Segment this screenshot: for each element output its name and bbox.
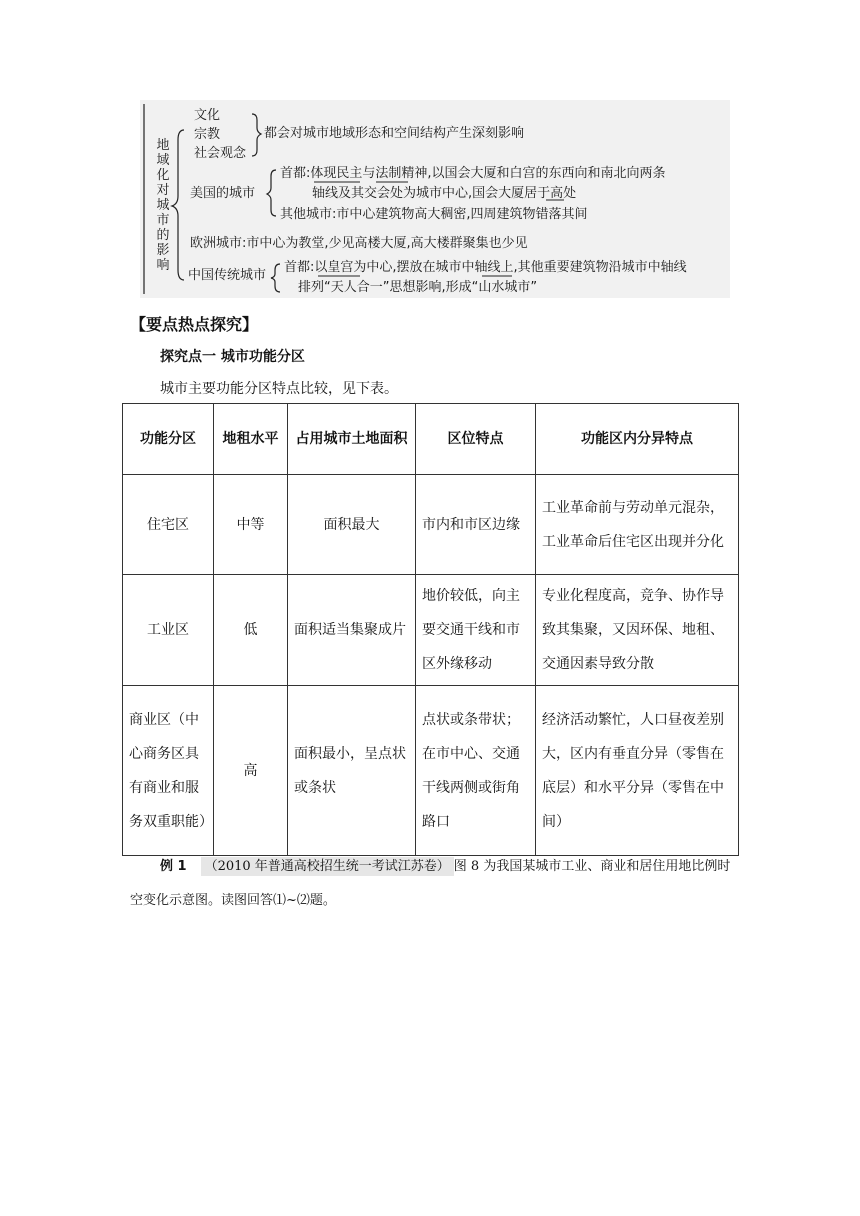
china-capital-line1: 首都:以皇宫为中心,摆放在城市中轴线上,其他重要建筑物沿城市中轴线 xyxy=(284,260,687,275)
table-cell: 专业化程度高，竞争、协作导致其集聚，又因环保、地租、交通因素导致分散 xyxy=(536,575,739,686)
table-row xyxy=(123,475,739,575)
intro-text: 城市主要功能分区特点比较，见下表。 xyxy=(160,381,398,397)
example-label: 例 1 xyxy=(160,859,187,874)
concept-diagram xyxy=(140,100,730,298)
table-cell: 工业革命前与劳动单元混杂，工业革命后住宅区出现并分化 xyxy=(536,475,739,575)
culture-item: 文化 xyxy=(194,108,221,123)
example-text: 图 8 为我国某城市工业、商业和居住用地比例时空变化示意图。读图回答⑴~⑵题。 xyxy=(130,859,731,908)
table-header: 占用城市土地面积 xyxy=(288,404,416,475)
europe-cities: 欧洲城市:市中心为教堂,少见高楼大厦,高大楼群聚集也少见 xyxy=(190,236,528,251)
us-capital-line1: 首都:体现民主与法制精神,以国会大厦和白宫的东西向和南北向两条 xyxy=(280,166,666,181)
section-heading: 【要点热点探究】 xyxy=(130,315,259,334)
table-cell: 低 xyxy=(214,575,288,686)
table-cell: 经济活动繁忙，人口昼夜差别大，区内有垂直分异（零售在底层）和水平分异（零售在中间） xyxy=(536,686,739,856)
china-capital-line2: 排列“天人合一”思想影响,形成“山水城市” xyxy=(298,280,538,295)
table-cell: 点状或条带状；在市中心、交通干线两侧或街角路口 xyxy=(416,686,536,856)
table-cell: 商业区（中心商务区具有商业和服务双重职能） xyxy=(123,686,214,856)
table-header: 地租水平 xyxy=(214,404,288,475)
table-header: 功能区内分异特点 xyxy=(536,404,739,475)
table-cell: 面积最小，呈点状或条状 xyxy=(288,686,416,856)
us-city-label: 美国的城市 xyxy=(190,186,256,201)
table-cell: 工业区 xyxy=(123,575,214,686)
table-cell: 高 xyxy=(214,686,288,856)
function-zone-table xyxy=(122,403,739,856)
table-cell: 市内和市区边缘 xyxy=(416,475,536,575)
us-capital-line2: 轴线及其交会处为城市中心,国会大厦居于高处 xyxy=(312,186,577,201)
culture-effect: 都会对城市地域形态和空间结构产生深刻影响 xyxy=(264,126,525,141)
us-other-cities: 其他城市:市中心建筑物高大稠密,四周建筑物错落其间 xyxy=(280,207,588,222)
table-cell: 住宅区 xyxy=(123,475,214,575)
china-city-label: 中国传统城市 xyxy=(188,268,267,283)
table-row xyxy=(123,686,739,856)
table-header: 功能分区 xyxy=(123,404,214,475)
culture-item: 宗教 xyxy=(194,127,221,142)
table-cell: 面积最大 xyxy=(288,475,416,575)
table-cell: 地价较低，向主要交通干线和市区外缘移动 xyxy=(416,575,536,686)
table-header-row xyxy=(123,404,739,475)
culture-item: 社会观念 xyxy=(194,146,247,161)
table-row xyxy=(123,575,739,686)
table-header: 区位特点 xyxy=(416,404,536,475)
table-cell: 中等 xyxy=(214,475,288,575)
table-cell: 面积适当集聚成片 xyxy=(288,575,416,686)
example-question xyxy=(130,850,740,918)
sub-heading: 探究点一 城市功能分区 xyxy=(160,349,305,365)
example-source: （2010 年普通高校招生统一考试江苏卷） xyxy=(201,857,454,876)
diagram-title: 地域化对城市的影响 xyxy=(156,138,170,273)
